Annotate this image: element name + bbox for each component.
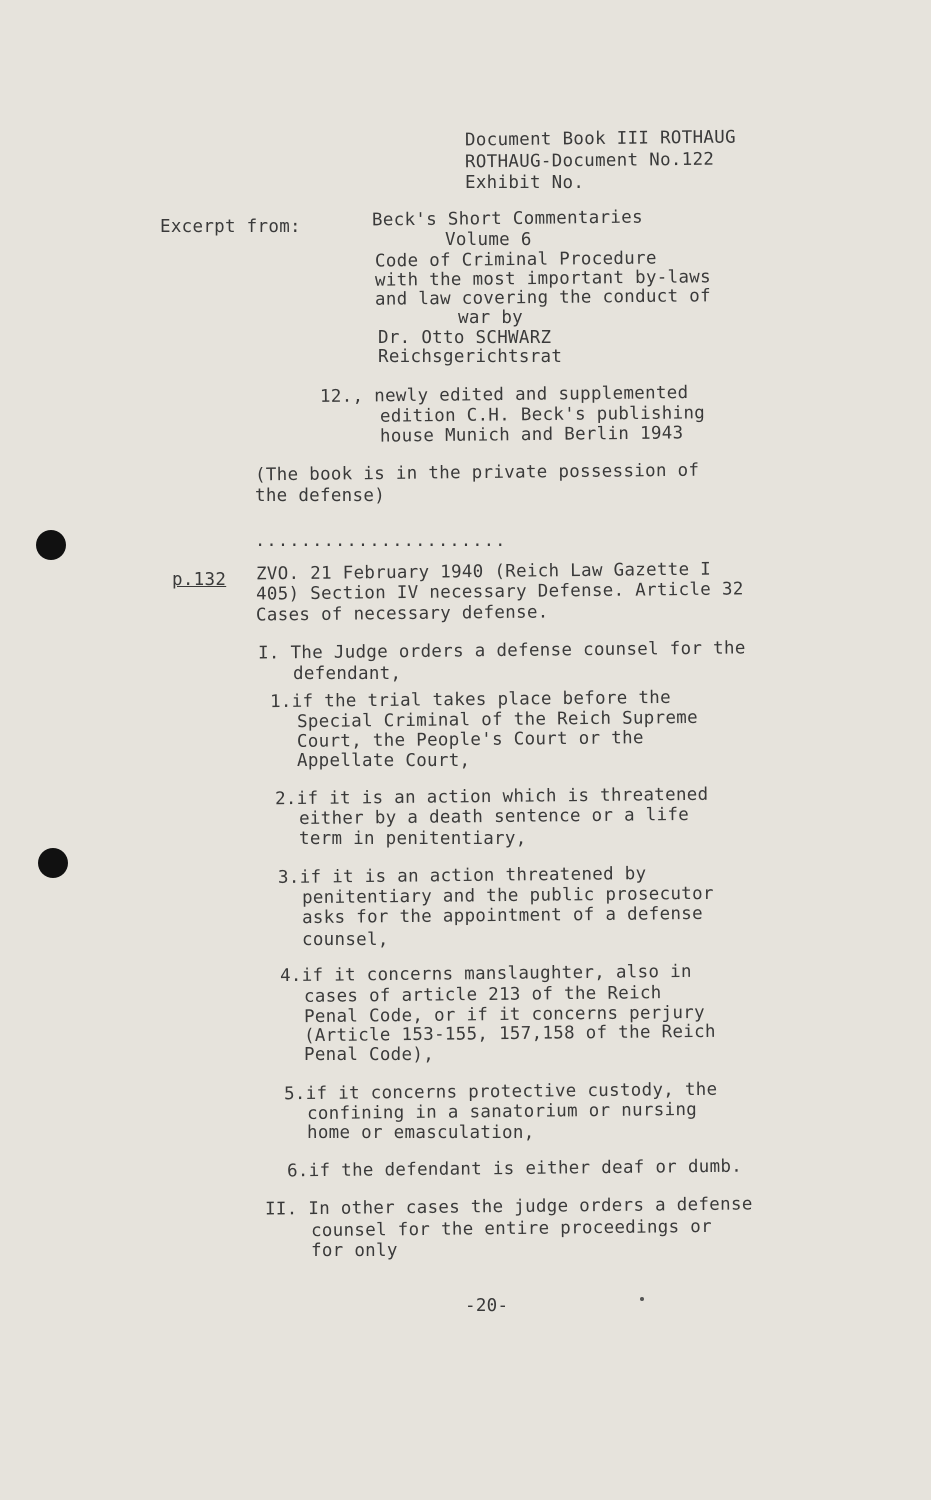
section-line: 405) Section IV necessary Defense. Article 32 bbox=[255, 579, 744, 605]
clause-1-line: defendant, bbox=[293, 664, 402, 684]
header-line-1: Document Book III ROTHAUG bbox=[464, 127, 737, 151]
item-4-line: Penal Code), bbox=[304, 1045, 435, 1065]
page-reference: p.132 bbox=[172, 570, 227, 590]
excerpt-line: Dr. Otto SCHWARZ bbox=[378, 328, 552, 348]
punch-hole-bottom bbox=[38, 848, 68, 878]
edition-line: 12., newly edited and supplemented bbox=[319, 383, 689, 407]
header-line-3: Exhibit No. bbox=[465, 173, 585, 193]
item-2-line: either by a death sentence or a life bbox=[298, 804, 690, 830]
section-line: Cases of necessary defense. bbox=[255, 602, 549, 626]
item-1-line: 1.if the trial takes place before the bbox=[269, 687, 672, 713]
edition-line: edition C.H. Beck's publishing bbox=[379, 403, 706, 427]
item-4-line: cases of article 213 of the Reich bbox=[303, 983, 662, 1007]
excerpt-line: Code of Criminal Procedure bbox=[374, 248, 657, 272]
header-line-2: ROTHAUG-Document No.122 bbox=[464, 149, 715, 173]
item-4-line: Penal Code, or if it concerns perjury bbox=[303, 1002, 706, 1028]
excerpt-line: Reichsgerichtsrat bbox=[378, 347, 563, 367]
clause-2-line: II. In other cases the judge orders a defense bbox=[264, 1194, 753, 1220]
clause-2-line: for only bbox=[311, 1241, 398, 1261]
note-line: the defense) bbox=[255, 486, 386, 506]
excerpt-line: war by bbox=[458, 308, 524, 328]
item-6-line: 6.if the defendant is either deaf or dumb. bbox=[286, 1156, 743, 1182]
excerpt-line: and law covering the conduct of bbox=[374, 286, 712, 310]
edition-line: house Munich and Berlin 1943 bbox=[379, 423, 684, 447]
item-1-line: Appellate Court, bbox=[297, 751, 471, 771]
note-line: (The book is in the private possession of bbox=[254, 460, 700, 486]
page-number: -20- bbox=[465, 1296, 509, 1316]
item-1-line: Special Criminal of the Reich Supreme bbox=[296, 707, 699, 733]
section-line: ZVO. 21 February 1940 (Reich Law Gazette I bbox=[255, 559, 712, 585]
excerpt-line: Beck's Short Commentaries bbox=[371, 207, 644, 231]
item-5-line: home or emasculation, bbox=[307, 1123, 535, 1143]
clause-2-line: counsel for the entire proceedings or bbox=[310, 1216, 713, 1242]
item-5-line: 5.if it concerns protective custody, the bbox=[283, 1079, 718, 1105]
item-5-line: confining in a sanatorium or nursing bbox=[306, 1099, 698, 1125]
ink-speck bbox=[640, 1297, 644, 1301]
item-1-line: Court, the People's Court or the bbox=[296, 728, 644, 752]
item-3-line: counsel, bbox=[302, 930, 389, 950]
item-2-line: term in penitentiary, bbox=[299, 829, 527, 849]
excerpt-line: Volume 6 bbox=[445, 230, 532, 250]
separator-dots: ...................... bbox=[255, 531, 507, 551]
item-3-line: 3.if it is an action threatened by bbox=[277, 864, 647, 888]
item-3-line: asks for the appointment of a defense bbox=[301, 903, 704, 929]
item-3-line: penitentiary and the public prosecutor bbox=[301, 883, 714, 909]
clause-1-line: I. The Judge orders a defense counsel for the bbox=[257, 638, 746, 664]
punch-hole-top bbox=[36, 530, 66, 560]
item-4-line: (Article 153-155, 157,158 of the Reich bbox=[303, 1021, 716, 1047]
item-4-line: 4.if it concerns manslaughter, also in bbox=[279, 961, 692, 987]
excerpt-label: Excerpt from: bbox=[160, 217, 301, 237]
item-2-line: 2.if it is an action which is threatened bbox=[274, 784, 709, 810]
excerpt-line: with the most important by-laws bbox=[374, 267, 712, 291]
